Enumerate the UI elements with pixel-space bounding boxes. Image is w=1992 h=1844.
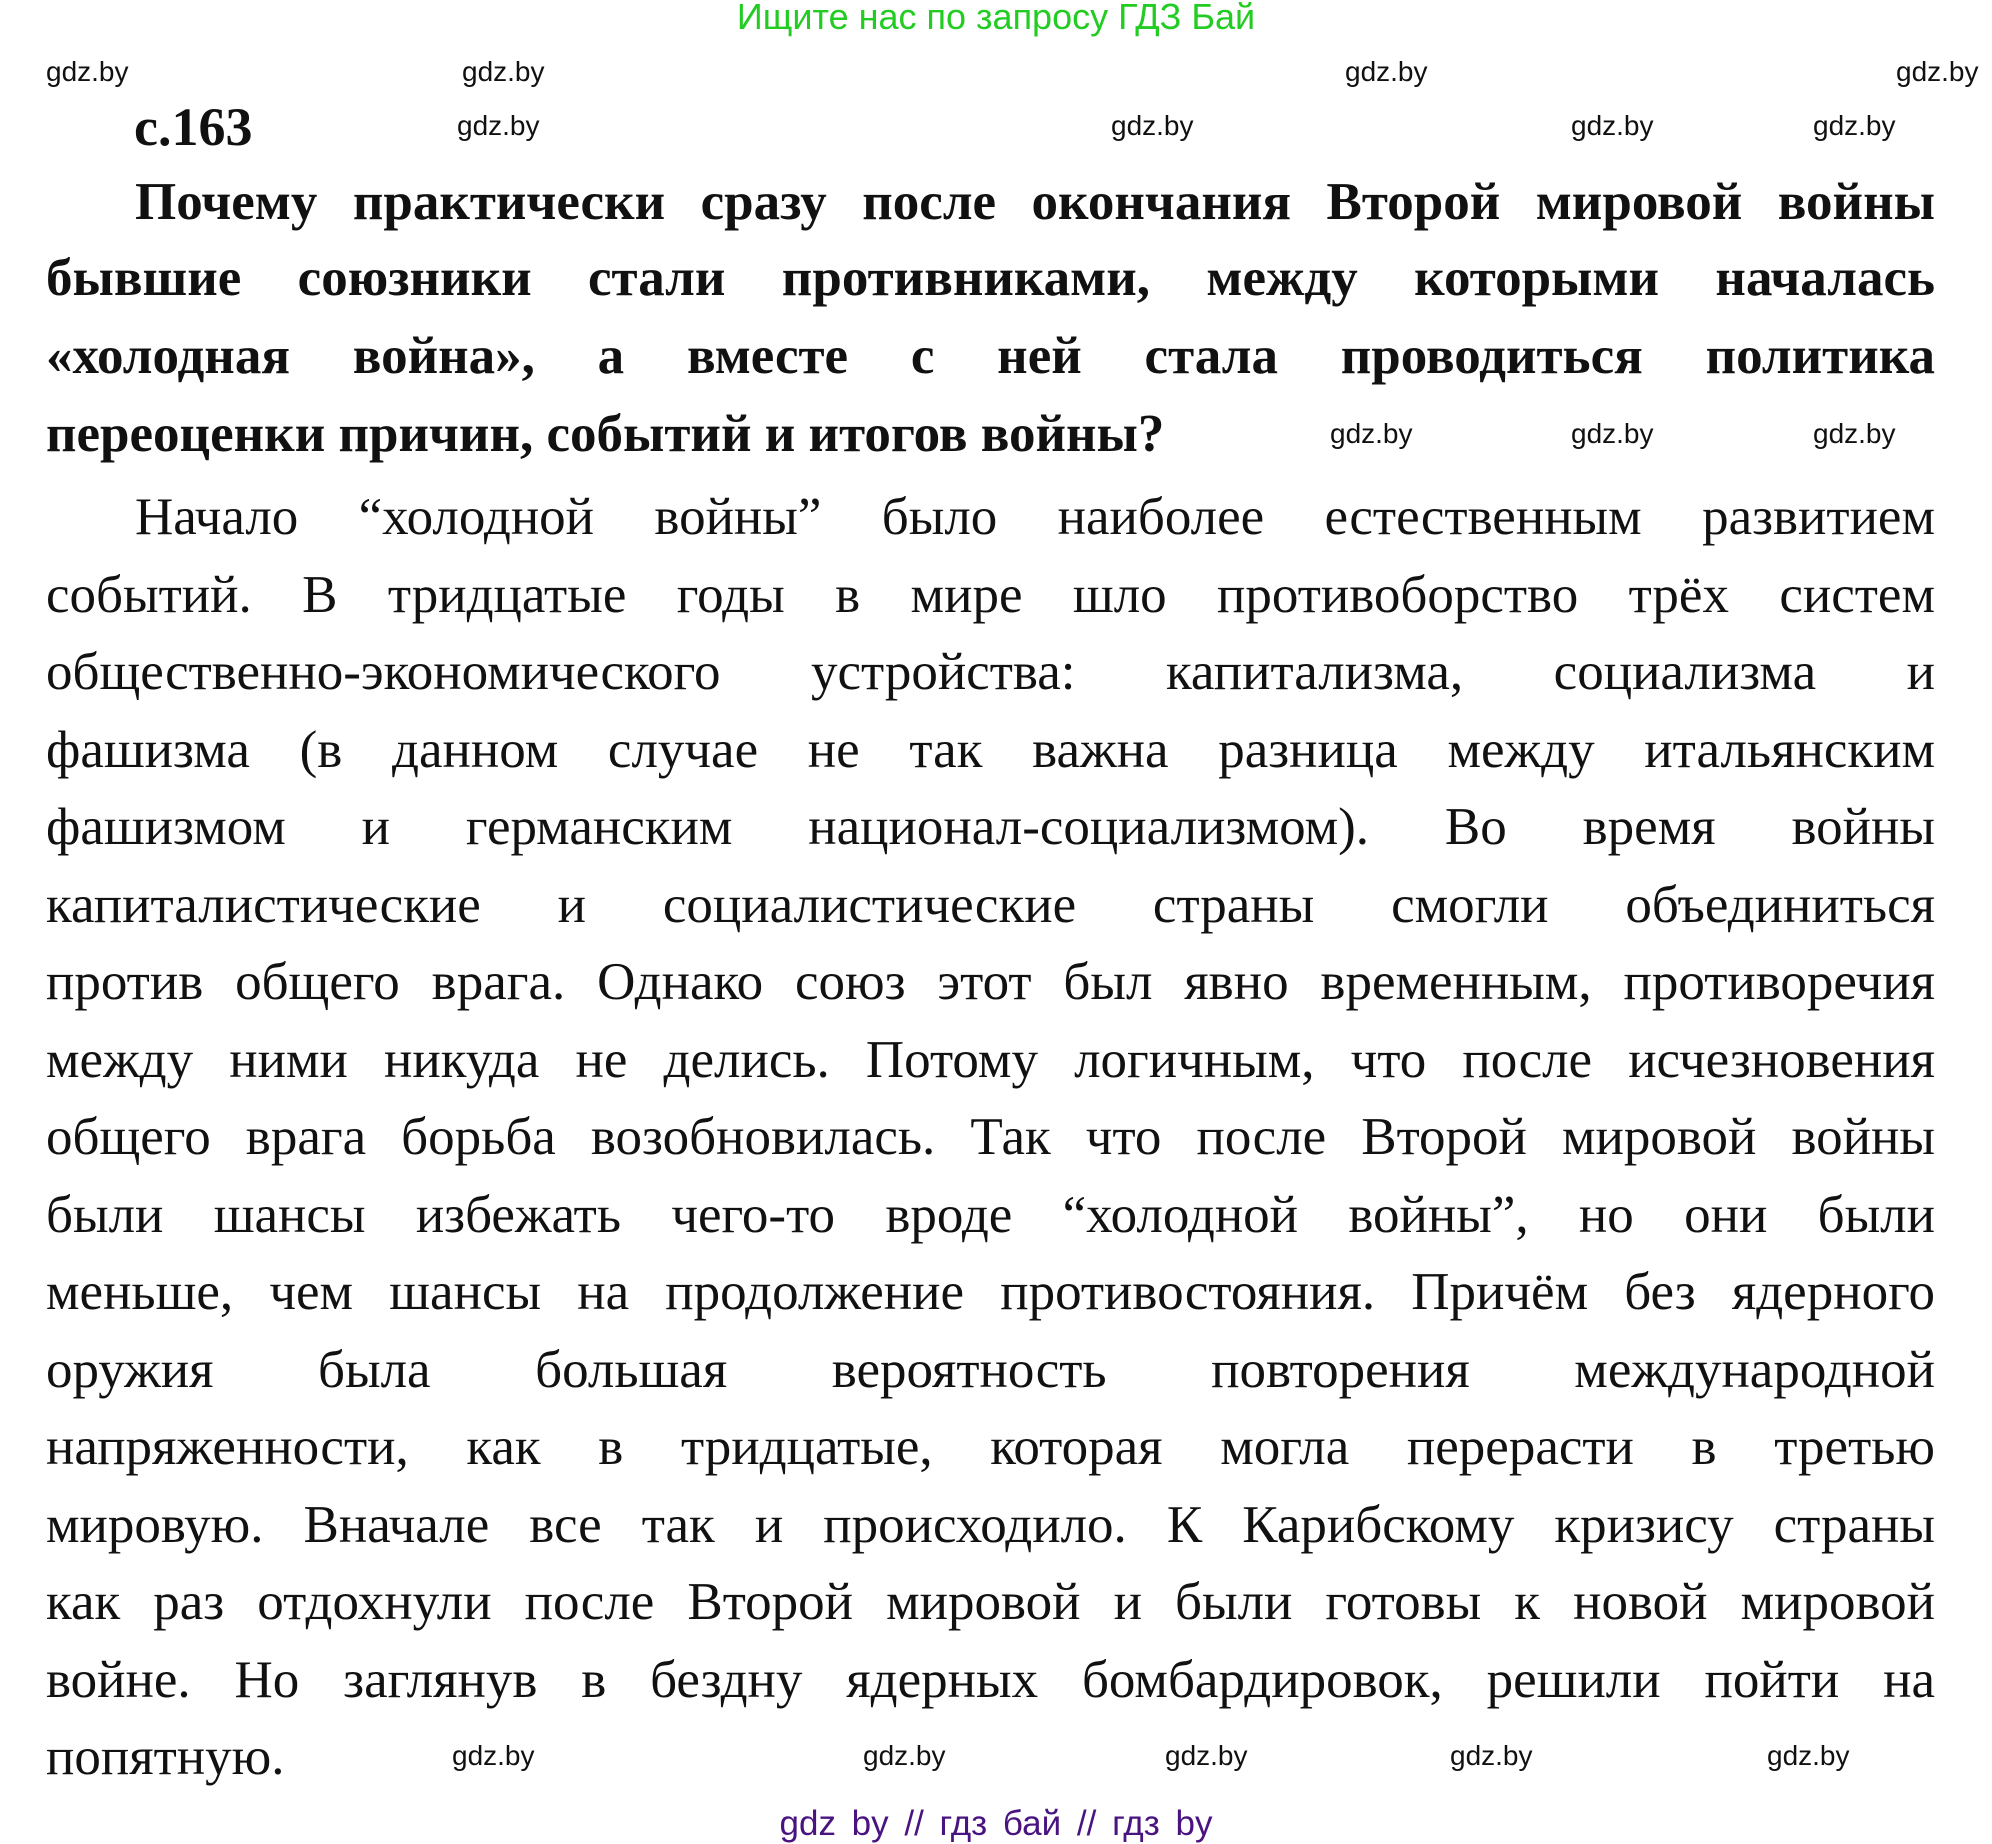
watermark: gdz.by xyxy=(1165,1740,1248,1771)
watermark: gdz.by xyxy=(1330,418,1413,449)
watermark: gdz.by xyxy=(1450,1740,1533,1771)
answer-line: как раз отдохнули после Второй мировой и были готовы к новой мировой xyxy=(46,1573,1935,1631)
answer-line: оружия была большая вероятность повторения международной xyxy=(46,1340,1935,1399)
answer-line: общественно-экономического устройства: капитализма, социализма и xyxy=(46,643,1935,701)
answer-line: войне. Но заглянув в бездну ядерных бомбардировок, решили пойти на xyxy=(46,1650,1935,1709)
bottom-banner: gdz by // гдз бай // гдз by xyxy=(779,1804,1213,1843)
watermark: gdz.by xyxy=(1813,110,1896,141)
watermark: gdz.by xyxy=(1571,418,1654,449)
top-banner: Ищите нас по запросу ГДЗ Бай xyxy=(736,0,1256,37)
answer-line: фашизма (в данном случае не так важна разница между итальянским xyxy=(46,720,1935,779)
answer-line: были шансы избежать чего-то вроде “холодной войны”, но они были xyxy=(46,1185,1935,1244)
question-line: Почему практически сразу после окончания Второй мировой войны xyxy=(135,173,1935,231)
watermark: gdz.by xyxy=(1111,110,1194,141)
question-line: переоценки причин, событий и итогов войны? xyxy=(46,405,1165,463)
answer-line: мировую. Вначале все так и происходило. К Карибскому кризису страны xyxy=(46,1495,1935,1554)
watermark: gdz.by xyxy=(452,1740,535,1771)
watermark: gdz.by xyxy=(1571,110,1654,141)
answer-line: общего врага борьба возобновилась. Так что после Второй мировой войны xyxy=(46,1108,1935,1166)
watermark: gdz.by xyxy=(457,110,540,141)
answer-line: попятную. xyxy=(46,1728,285,1786)
answer-line: против общего врага. Однако союз этот был явно временным, противоречия xyxy=(46,953,1935,1011)
answer-line: меньше, чем шансы на продолжение противостояния. Причём без ядерного xyxy=(46,1263,1935,1321)
watermark: gdz.by xyxy=(1813,418,1896,449)
answer-line: Начало “холодной войны” было наиболее естественным развитием xyxy=(135,488,1935,546)
watermark: gdz.by xyxy=(1345,56,1428,87)
watermark: gdz.by xyxy=(46,56,129,87)
watermark: gdz.by xyxy=(462,56,545,87)
answer-line: событий. В тридцатые годы в мире шло противоборство трёх систем xyxy=(46,565,1935,624)
answer-line: фашизмом и германским национал-социализмом). Во время войны xyxy=(46,798,1935,856)
answer-line: капиталистические и социалистические страны смогли объединиться xyxy=(46,875,1935,934)
question-line: «холодная война», а вместе с ней стала проводиться политика xyxy=(46,327,1935,385)
watermark: gdz.by xyxy=(1896,56,1979,87)
page-reference: с.163 xyxy=(134,97,253,157)
watermark: gdz.by xyxy=(863,1740,946,1771)
watermark: gdz.by xyxy=(1767,1740,1850,1771)
answer-line: между ними никуда не делись. Потому логичным, что после исчезновения xyxy=(46,1030,1935,1089)
question-line: бывшие союзники стали противниками, между которыми началась xyxy=(46,249,1935,307)
answer-line: напряженности, как в тридцатые, которая могла перерасти в третью xyxy=(46,1418,1935,1476)
